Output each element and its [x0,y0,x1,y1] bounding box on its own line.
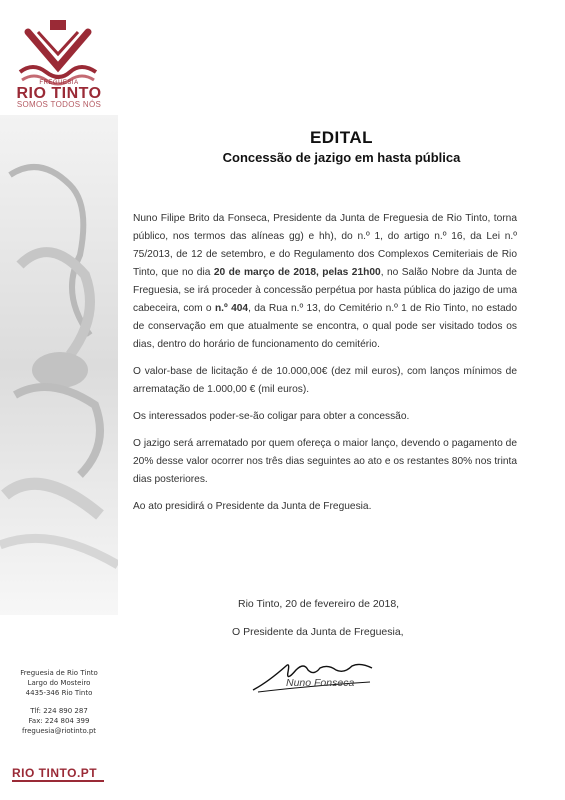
auction-date: 20 de março de 2018, pelas 21h00 [213,267,381,278]
email-line: freguesia@riotinto.pt [21,727,97,735]
paragraph-payment: O jazigo será arrematado por quem ofereça o maior lanço, devendo o pagamento de 20% desse valor ocorrer nos três dias seguintes ao ato e os restantes 80% nos trinta dias posteriores. [133,438,517,485]
document-title: EDITAL [309,128,374,147]
phone-line: Tlf: 224 890 287 [30,707,88,715]
address-line: Largo do Mosteiro [27,679,91,687]
logo-name: RIO TINTO [16,85,102,102]
document-body [133,210,517,525]
signatory-title: O Presidente da Junta de Freguesia, [232,626,404,638]
logo-top-text: FREGUESIA [39,80,79,86]
azulejo-illustration [0,115,118,615]
logo-tagline: SOMOS TODOS NÓS [16,100,102,109]
tomb-number: n.º 404 [214,303,249,314]
website-underline [12,780,104,782]
paragraph-announcement: Nuno Filipe Brito da Fonseca, Presidente da Junta de Freguesia de Rio Tinto, torna público, nos termos das alíneas gg) e hh), do n.º 1, do artigo n.º 16, da Lei n.º 75/2013, de 12 de setembro, e do Regulamento dos Complexos Cemiteriais de Rio Tinto, que no dia 20 de março de 2018, pelas 21h00, no Salão Nobre da Junta de Freguesia, se irá proceder à concessão perpétua por hasta pública do jazigo de uma cabeceira, com o n.º 404, da Rua n.º 13, do Cemitério n.º 1 de Rio Tinto, no estado de conservação em que atualmente se encontra, o qual pode ser visitado todos os dias, dentro do horário de funcionamento do cemitério. [133,213,518,350]
website-link[interactable]: RIO TINTO.PT [12,766,98,780]
document-subtitle: Concessão de jazigo em hasta pública [222,150,461,165]
handwritten-signature [248,652,378,697]
paragraph-base-value: O valor-base de licitação é de 10.000,00€ (dez mil euros), com lanços mínimos de arrematação de 1.000,00 € (mil euros). [133,366,517,395]
sidebar [0,0,118,800]
paragraph-coalition: Os interessados poder-se-ão coligar para obter a concessão. [133,411,410,422]
address-block [0,668,118,736]
signatory-name: Nuno Fonseca [286,677,355,689]
address-line: Freguesia de Rio Tinto [20,669,98,677]
address-line: 4435-346 Rio Tinto [25,689,93,697]
fax-line: Fax: 224 804 399 [28,717,90,725]
date-line: Rio Tinto, 20 de fevereiro de 2018, [238,598,400,610]
paragraph-presiding: Ao ato presidirá o Presidente da Junta de Freguesia. [133,501,372,512]
